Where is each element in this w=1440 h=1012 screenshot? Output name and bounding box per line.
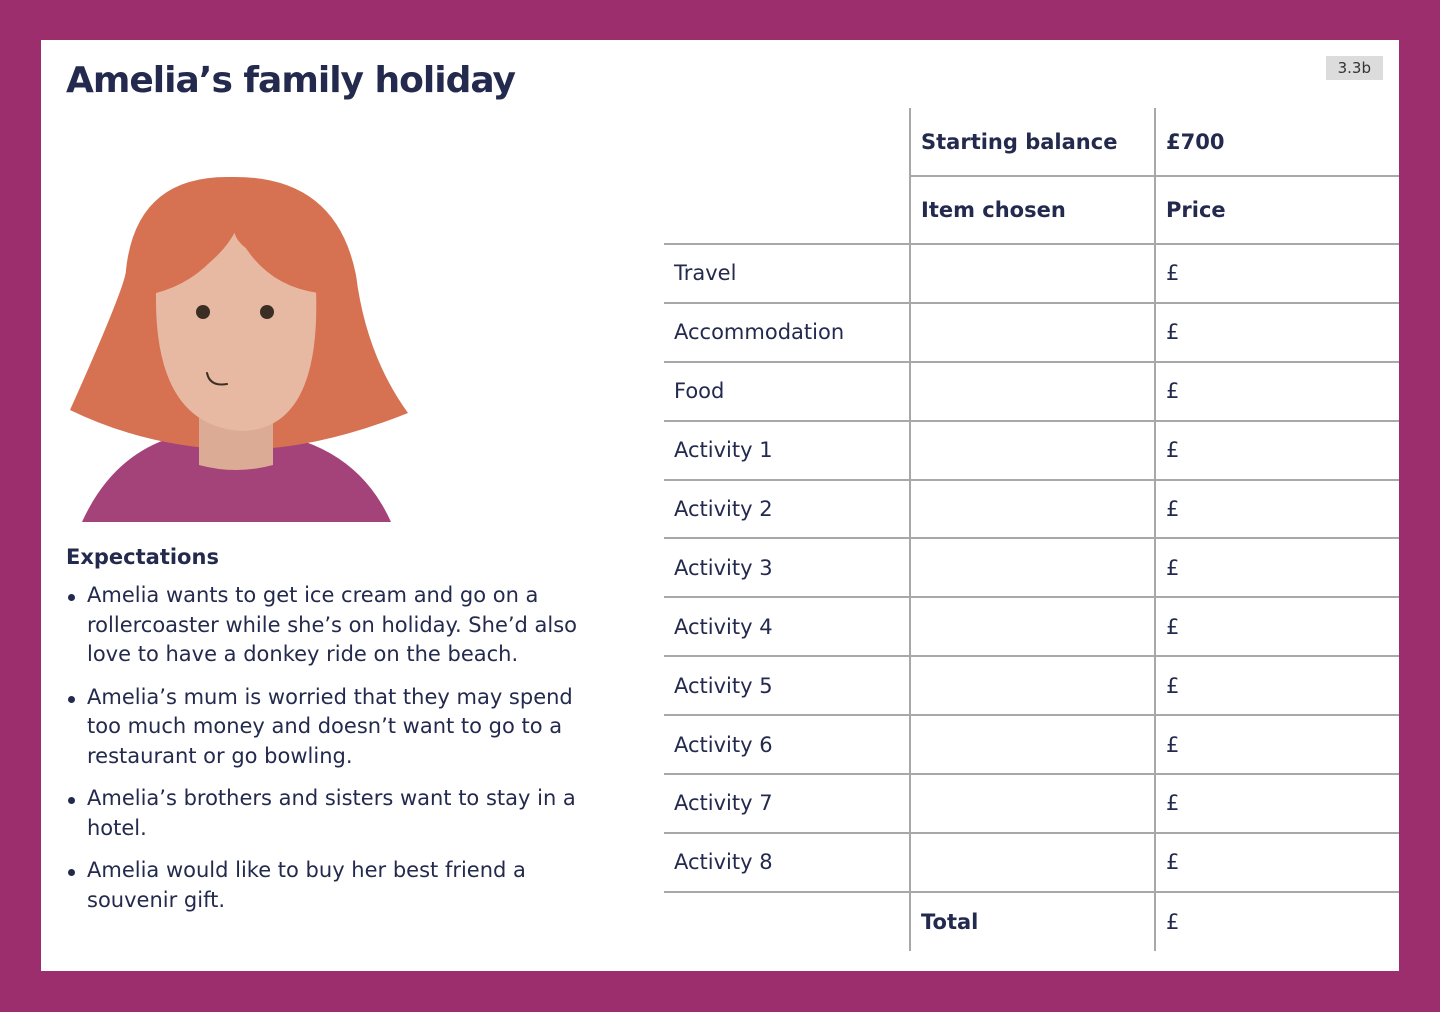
- empty-cell: [664, 893, 909, 951]
- category-cell: Food: [674, 379, 725, 404]
- starting-balance-value: £700: [1154, 108, 1399, 177]
- expectations-heading: Expectations: [66, 545, 219, 569]
- item-chosen-field[interactable]: [909, 304, 1154, 361]
- empty-cell: [664, 177, 909, 243]
- worksheet-card: [41, 40, 1399, 971]
- price-field[interactable]: £: [1154, 598, 1399, 655]
- starting-balance-label: Starting balance: [909, 108, 1154, 177]
- price-field[interactable]: £: [1154, 422, 1399, 479]
- item-chosen-field[interactable]: [909, 422, 1154, 479]
- expectation-item: Amelia’s brothers and sisters want to stay in a hotel.: [66, 784, 596, 843]
- category-cell: Activity 8: [674, 850, 773, 875]
- price-field[interactable]: £: [1154, 657, 1399, 714]
- item-chosen-field[interactable]: [909, 775, 1154, 832]
- table-row: [664, 775, 1399, 834]
- category-cell: Activity 5: [674, 673, 773, 698]
- expectation-item: Amelia wants to get ice cream and go on a rollercoaster while she’s on holiday. She’d also love to have a donkey ride on the beach.: [66, 581, 596, 670]
- item-chosen-field[interactable]: [909, 481, 1154, 538]
- table-row: [664, 716, 1399, 775]
- price-field[interactable]: £: [1154, 539, 1399, 596]
- left-eye-icon: [196, 305, 210, 319]
- item-chosen-field[interactable]: [909, 834, 1154, 891]
- price-field[interactable]: £: [1154, 775, 1399, 832]
- table-row: [664, 481, 1399, 540]
- table-row: [664, 657, 1399, 716]
- price-field[interactable]: £: [1154, 245, 1399, 302]
- table-row: [664, 539, 1399, 598]
- price-header: Price: [1154, 177, 1399, 243]
- table-header-row: [664, 177, 1399, 245]
- table-row: [664, 245, 1399, 304]
- amelia-avatar-icon: [66, 175, 411, 525]
- category-cell: Travel: [674, 261, 737, 286]
- right-eye-icon: [260, 305, 274, 319]
- category-cell: Activity 2: [674, 497, 773, 521]
- category-cell: Activity 6: [674, 732, 773, 757]
- category-cell: Activity 3: [674, 555, 773, 580]
- price-field[interactable]: £: [1154, 363, 1399, 420]
- item-chosen-field[interactable]: [909, 716, 1154, 773]
- empty-cell: [664, 108, 909, 177]
- total-price-field[interactable]: £: [1154, 893, 1399, 951]
- budget-table: [664, 108, 1399, 951]
- item-chosen-header: Item chosen: [909, 177, 1154, 243]
- item-chosen-field[interactable]: [909, 598, 1154, 655]
- expectations-section: [66, 545, 596, 928]
- table-row: [664, 304, 1399, 363]
- page-title: Amelia’s family holiday: [66, 60, 516, 101]
- expectation-item: Amelia would like to buy her best friend a souvenir gift.: [66, 856, 596, 915]
- item-chosen-field[interactable]: [909, 245, 1154, 302]
- category-cell: Activity 4: [674, 614, 773, 639]
- total-label: Total: [909, 893, 1154, 951]
- table-row: [664, 598, 1399, 657]
- table-row: [664, 422, 1399, 481]
- price-field[interactable]: £: [1154, 834, 1399, 891]
- price-field[interactable]: £: [1154, 716, 1399, 773]
- table-row: [664, 363, 1399, 422]
- expectations-list: [66, 581, 596, 915]
- category-cell: Activity 7: [674, 791, 773, 816]
- category-cell: Activity 1: [674, 438, 773, 463]
- item-chosen-field[interactable]: [909, 539, 1154, 596]
- item-chosen-field[interactable]: [909, 363, 1154, 420]
- starting-balance-row: [664, 108, 1399, 177]
- page-number-badge: 3.3b: [1326, 56, 1383, 80]
- item-chosen-field[interactable]: [909, 657, 1154, 714]
- total-row: [664, 893, 1399, 951]
- expectation-item: Amelia’s mum is worried that they may spend too much money and doesn’t want to go to a restaurant or go bowling.: [66, 683, 596, 772]
- price-field[interactable]: £: [1154, 481, 1399, 538]
- table-row: [664, 834, 1399, 893]
- category-cell: Accommodation: [674, 320, 845, 345]
- price-field[interactable]: £: [1154, 304, 1399, 361]
